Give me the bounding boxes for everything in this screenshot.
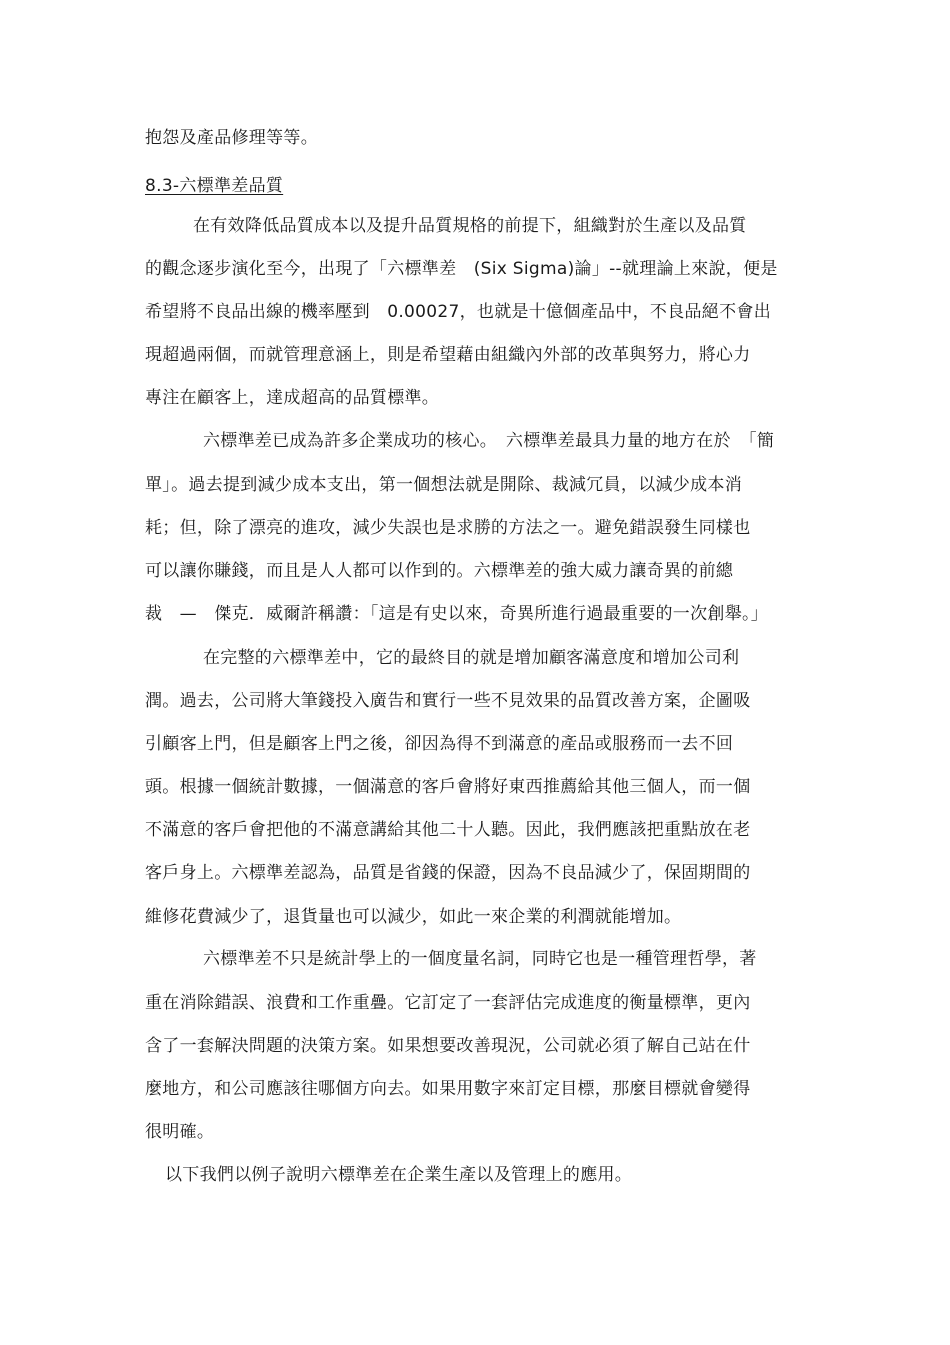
text-line: 在有效降低品質成本以及提升品質規格的前提下，組織對於生產以及品質	[193, 216, 747, 236]
text-line: 可以讓你賺錢，而且是人人都可以作到的。六標準差的強大威力讓奇異的前總	[145, 561, 734, 581]
text-line: 潤。過去，公司將大筆錢投入廣告和實行一些不見效果的品質改善方案，企圖吸	[145, 691, 751, 711]
text-line: 含了一套解決問題的決策方案。如果想要改善現況，公司就必須了解自己站在什	[145, 1036, 751, 1056]
text-line: 六標準差不只是統計學上的一個度量名詞，同時它也是一種管理哲學，著	[203, 949, 757, 969]
text-line: 客戶身上。六標準差認為，品質是省錢的保證，因為不良品減少了，保固期間的	[145, 863, 751, 883]
text-line: 頭。根據一個統計數據，一個滿意的客戶會將好東西推薦給其他三個人，而一個	[145, 777, 751, 797]
text-line: 引顧客上門，但是顧客上門之後，卻因為得不到滿意的產品或服務而一去不回	[145, 734, 734, 754]
section-heading: 8.3-六標準差品質	[145, 176, 284, 196]
text-line: 很明確。	[145, 1122, 215, 1142]
text-line: 抱怨及產品修理等等。	[145, 128, 318, 148]
text-line: 裁 — 傑克．威爾許稱讚：「這是有史以來，奇異所進行過最重要的一次創舉。」	[145, 604, 769, 624]
text-line: 六標準差已成為許多企業成功的核心。 六標準差最具力量的地方在於 「簡	[203, 431, 775, 451]
text-line: 維修花費減少了，退貨量也可以減少，如此一來企業的利潤就能增加。	[145, 907, 682, 927]
text-line: 的觀念逐步演化至今，出現了「六標準差 (Six Sigma)論」--就理論上來說，便是	[145, 259, 778, 279]
text-line: 以下我們以例子說明六標準差在企業生產以及管理上的應用。	[165, 1165, 633, 1185]
text-line: 麼地方，和公司應該往哪個方向去。如果用數字來訂定目標，那麼目標就會變得	[145, 1079, 751, 1099]
text-line: 現超過兩個，而就管理意涵上，則是希望藉由組織內外部的改革與努力，將心力	[145, 345, 751, 365]
text-line: 重在消除錯誤、浪費和工作重疊。它訂定了一套評估完成進度的衡量標準，更內	[145, 993, 751, 1013]
text-line: 在完整的六標準差中，它的最終目的就是增加顧客滿意度和增加公司利	[203, 648, 740, 668]
text-line: 不滿意的客戶會把他的不滿意講給其他二十人聽。因此，我們應該把重點放在老	[145, 820, 751, 840]
text-line: 希望將不良品出線的機率壓到 0.00027，也就是十億個產品中，不良品絕不會出	[145, 302, 771, 322]
text-line: 專注在顧客上，達成超高的品質標準。	[145, 388, 440, 408]
text-line: 耗；但，除了漂亮的進攻，減少失誤也是求勝的方法之一。避免錯誤發生同樣也	[145, 518, 751, 538]
text-line: 單」。過去提到減少成本支出，第一個想法就是開除、裁減冗員，以減少成本消	[145, 475, 742, 495]
